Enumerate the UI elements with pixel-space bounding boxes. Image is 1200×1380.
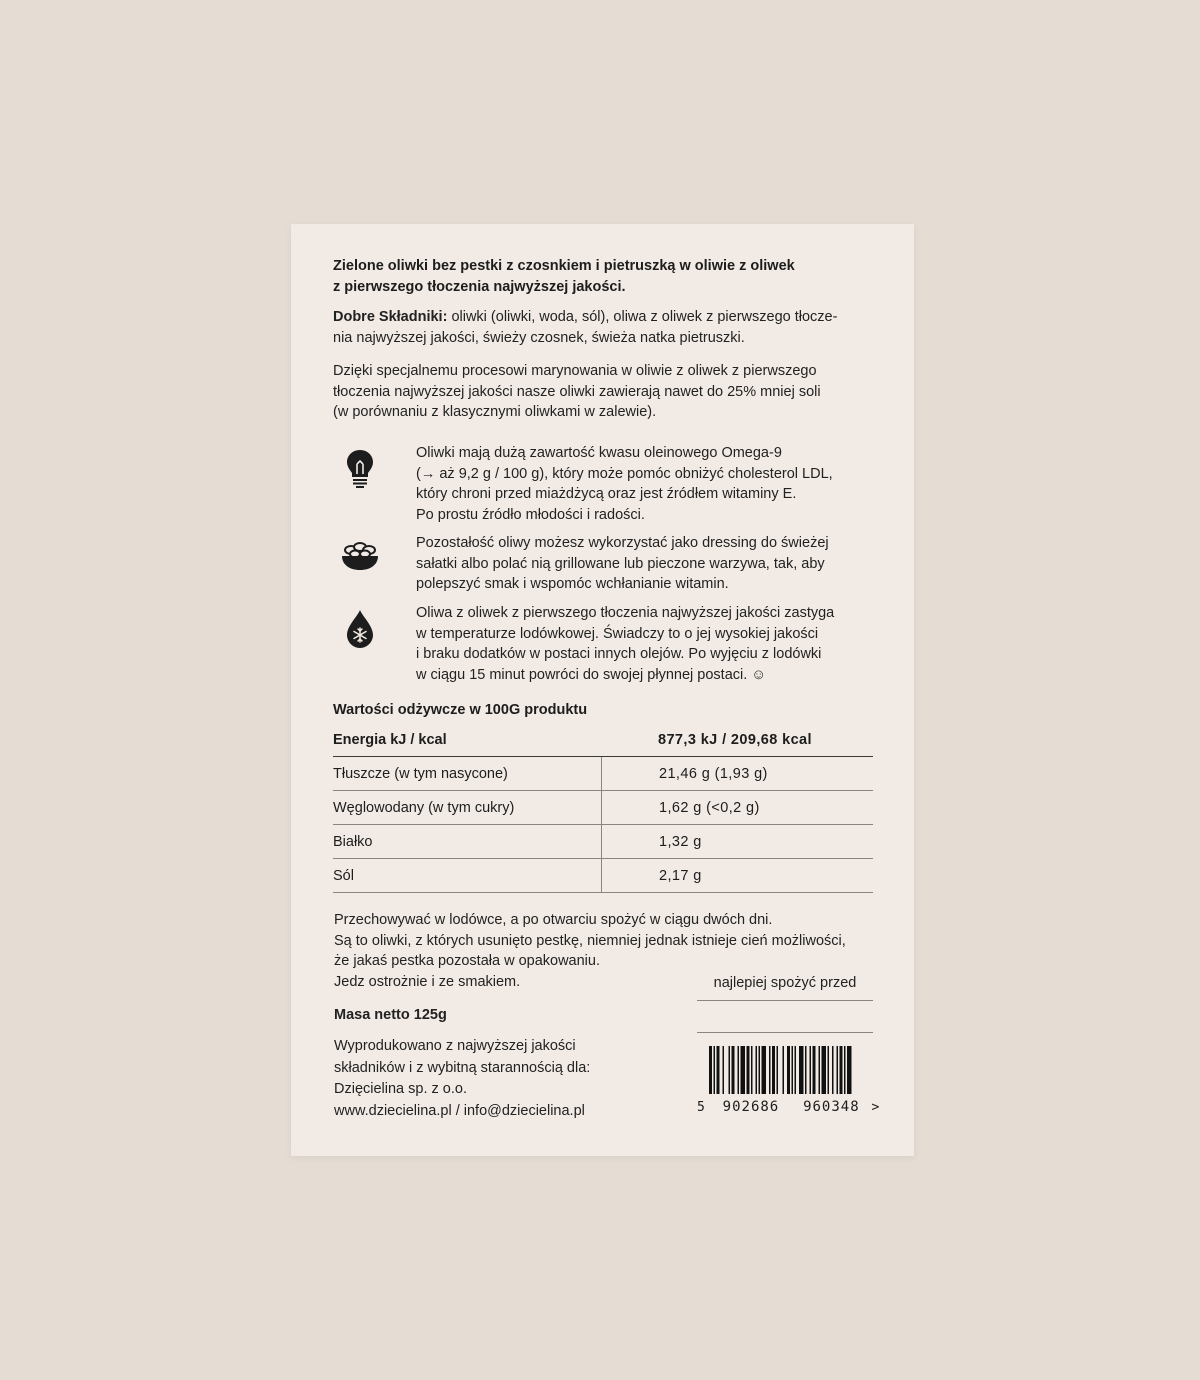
barcode-bar: [756, 1046, 758, 1094]
feature-solidify: [416, 603, 886, 685]
barcode-bar: [747, 1046, 750, 1094]
feature-line: sałatki albo polać nią grillowane lub pieczone warzywa, tak, aby: [416, 555, 825, 572]
feature-line: w temperaturze lodówkowej. Świadczy to o jej wysokiej jakości: [416, 625, 819, 642]
barcode-bar: [723, 1046, 725, 1094]
feature-line: polepszyć smak i wspomóc wchłanianie witamin.: [416, 576, 729, 592]
product-title: [333, 256, 853, 298]
description-line: (w porównaniu z klasycznymi oliwkami w zalewie).: [333, 404, 657, 420]
storage-line: Jedz ostrożnie i ze smakiem.: [334, 973, 521, 990]
title-line: Zielone oliwki bez pestki z czosnkiem i pietruszką w oliwie z oliwek: [333, 258, 795, 274]
storage-line: Są to oliwki, z których usunięto pestkę, niemniej jednak istnieje cień możliwości,: [334, 932, 846, 949]
feature-omega: [416, 443, 886, 525]
feature-line: Oliwki mają dużą zawartość kwasu oleinowego Omega-9: [416, 445, 782, 461]
barcode-bar: [751, 1046, 753, 1094]
energy-label: Energia kJ / kcal: [333, 732, 447, 748]
feature-line: (→ aż 9,2 g / 100 g), który może pomóc obniżyć cholesterol LDL,: [416, 465, 833, 482]
barcode-bar: [819, 1046, 821, 1094]
barcode-bar: [777, 1046, 779, 1094]
barcode-bar: [772, 1046, 775, 1094]
nutrient-label: Tłuszcze (w tym nasycone): [333, 757, 602, 790]
barcode-bar: [810, 1046, 812, 1094]
feature-line: Oliwa z oliwek z pierwszego tłoczenia najwyższej jakości zastyga: [416, 605, 835, 621]
nutrient-value: 1,32 g: [659, 833, 702, 850]
table-row: [333, 825, 873, 859]
nutrient-value: 1,62 g (<0,2 g): [659, 799, 760, 816]
barcode-bar: [787, 1046, 790, 1094]
producer-line: składników i z wybitną starannością dla:: [334, 1059, 591, 1076]
feature-line: Pozostałość oliwy możesz wykorzystać jako dressing do świeżej: [416, 535, 829, 551]
producer-line: Dzięcielina sp. z o.o.: [334, 1081, 467, 1097]
barcode-bar: [732, 1046, 735, 1094]
barcode-bar: [844, 1046, 846, 1094]
nutrient-label: Sól: [333, 859, 602, 892]
barcode-bar: [799, 1046, 804, 1094]
barcode-bar: [714, 1046, 716, 1094]
storage-line: Przechowywać w lodówce, a po otwarciu spożyć w ciągu dwóch dni.: [334, 912, 773, 928]
barcode-bar: [759, 1046, 761, 1094]
description-line: tłoczenia najwyższej jakości nasze oliwki zawierają nawet do 25% mniej soli: [333, 383, 821, 400]
barcode-bar: [741, 1046, 746, 1094]
product-label: [291, 224, 914, 1156]
net-weight: Masa netto 125g: [334, 1007, 447, 1023]
barcode-bar: [832, 1046, 834, 1094]
barcode-bar: [813, 1046, 816, 1094]
ingredients-text: nia najwyższej jakości, świeży czosnek, świeża natka pietruszki.: [333, 329, 745, 346]
table-row: [333, 791, 873, 825]
barcode-bar: [738, 1046, 740, 1094]
nutrition-header-row: [333, 724, 873, 757]
barcode-bar: [840, 1046, 843, 1094]
barcode-first-digit: 5: [697, 1100, 705, 1115]
energy-value: 877,3 kJ / 209,68 kcal: [658, 732, 812, 748]
barcode-bar: [795, 1046, 797, 1094]
barcode-bar: [805, 1046, 807, 1094]
barcode-bar: [783, 1046, 785, 1094]
barcode-right-digits: 960348: [803, 1099, 860, 1115]
producer-info: [334, 1036, 634, 1122]
storage-line: że jakaś pestka pozostała w opakowaniu.: [334, 953, 600, 969]
title-line: z pierwszego tłoczenia najwyższej jakości.: [333, 279, 626, 295]
description-line: Dzięki specjalnemu procesowi marynowania w oliwie z oliwek z pierwszego: [333, 363, 817, 379]
producer-line: Wyprodukowano z najwyższej jakości: [334, 1038, 576, 1054]
barcode-bar: [729, 1046, 731, 1094]
barcode-bar: [828, 1046, 830, 1094]
table-row: [333, 757, 873, 791]
best-before-label: najlepiej spożyć przed: [697, 973, 873, 1001]
barcode-bar: [837, 1046, 839, 1094]
feature-line: który chroni przed miażdżycą oraz jest źródłem witaminy E.: [416, 486, 797, 502]
feature-line: Po prostu źródło młodości i radości.: [416, 506, 645, 523]
nutrient-value: 21,46 g (1,93 g): [659, 765, 768, 782]
salad-bowl-icon: [339, 534, 381, 576]
lightbulb-icon: [339, 447, 381, 489]
barcode-bar: [847, 1046, 852, 1094]
barcode-number: [697, 1099, 879, 1115]
producer-line: www.dziecielina.pl / info@dziecielina.pl: [334, 1102, 585, 1119]
nutrient-value: 2,17 g: [659, 867, 702, 884]
nutrient-label: Węglowodany (w tym cukry): [333, 791, 602, 824]
feature-line: w ciągu 15 minut powróci do swojej płynnej postaci. ☺: [416, 666, 767, 683]
barcode-left-digits: 902686: [722, 1099, 780, 1115]
barcode-bar: [717, 1046, 720, 1094]
oil-drop-snowflake-icon: [339, 608, 381, 650]
best-before-date-line: [697, 1032, 873, 1033]
feature-line: i braku dodatków w postaci innych olejów. Po wyjęciu z lodówki: [416, 646, 822, 662]
ingredients-text: oliwki (oliwki, woda, sól), oliwa z oliwek z pierwszego tłocze-: [447, 309, 838, 325]
barcode-marker: >: [871, 1100, 880, 1115]
description: [333, 361, 878, 423]
nutrition-table: [333, 724, 873, 893]
ingredients-label: Dobre Składniki:: [333, 309, 448, 325]
nutrition-heading: Wartości odżywcze w 100G produktu: [333, 702, 588, 718]
barcode-bar: [822, 1046, 827, 1094]
nutrient-label: Białko: [333, 825, 602, 858]
barcode-bar: [769, 1046, 771, 1094]
table-row: [333, 859, 873, 893]
barcode-bar: [709, 1046, 712, 1094]
barcode-bar: [792, 1046, 794, 1094]
ingredients: [333, 307, 878, 348]
feature-dressing: [416, 533, 886, 595]
barcode-bar: [762, 1046, 767, 1094]
